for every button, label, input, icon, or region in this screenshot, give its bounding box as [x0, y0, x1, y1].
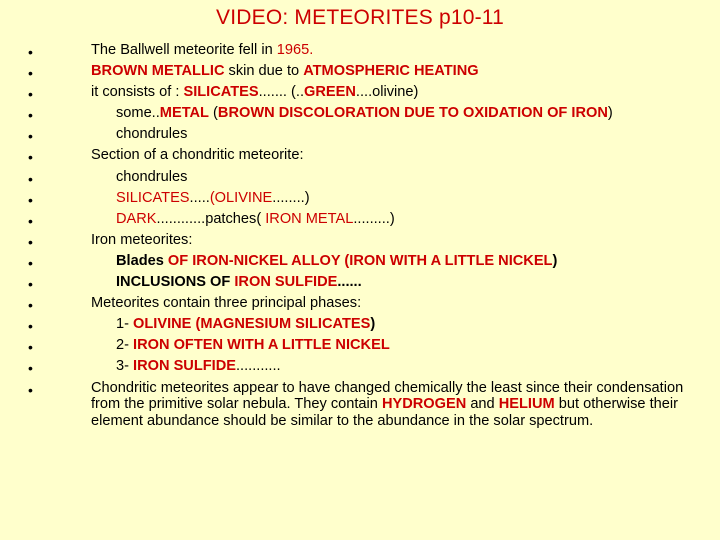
text-run: Chondritic meteorites appear to have changed chemically the least since their condensation from the primitive solar nebula. They contain [91, 379, 684, 413]
bullet-item [28, 105, 688, 122]
text-run: METAL [159, 105, 209, 122]
text-run: ........) [272, 189, 310, 206]
bullet-text [91, 211, 688, 228]
text-run: ........... [236, 358, 281, 375]
text-run: .........) [353, 210, 395, 227]
text-run: ) [370, 316, 376, 333]
text-run: ..... [189, 189, 210, 206]
text-run: ) [607, 105, 613, 122]
bullet-text [91, 84, 688, 101]
text-run: GREEN [304, 84, 356, 101]
text-run: DARK [116, 210, 157, 227]
bullet-item [28, 295, 688, 312]
bullet-item [28, 42, 688, 59]
bullet-item [28, 126, 688, 143]
bullet-text [91, 380, 688, 430]
text-run: IRON OFTEN WITH A LITTLE NICKEL [133, 337, 390, 354]
text-run: it consists of : [91, 84, 184, 101]
bullet-item [28, 380, 688, 430]
bullet-text [91, 42, 688, 59]
bullet-item [28, 169, 688, 186]
text-run: Blades [116, 252, 168, 269]
text-run: 3- [116, 358, 134, 375]
bullet-text [91, 274, 688, 291]
text-run: ...... [337, 274, 362, 291]
text-run: ............patches( [156, 210, 266, 227]
bullet-text [91, 169, 688, 186]
bullet-text [91, 337, 688, 354]
text-run: BROWN DISCOLORATION DUE TO OXIDATION OF IRON [217, 105, 608, 122]
bullet-item [28, 337, 688, 354]
text-run: SILICATES [183, 84, 259, 101]
text-run: ....olivine) [355, 84, 419, 101]
bullet-text [91, 232, 688, 249]
text-run: IRON METAL [265, 210, 354, 227]
text-run: Meteorites contain three principal phases: [91, 295, 362, 312]
text-run: IRON-NICKEL ALLOY (IRON WITH A LITTLE NICKEL [192, 252, 553, 269]
bullet-text [91, 295, 688, 312]
text-run: Iron meteorites: [91, 231, 193, 248]
text-run: ....... (.. [258, 84, 305, 101]
text-run: HELIUM [498, 396, 555, 413]
bullet-item [28, 63, 688, 80]
bullet-item [28, 147, 688, 164]
bullet-item [28, 358, 688, 375]
bullet-text [91, 190, 688, 207]
text-run: INCLUSIONS OF [116, 274, 235, 291]
text-run: 2- [116, 337, 134, 354]
text-run: The Ballwell meteorite fell in [91, 42, 277, 58]
text-run: ( [208, 105, 218, 122]
text-run: chondrules [116, 126, 188, 143]
text-run: 1965. [276, 42, 314, 58]
text-run: HYDROGEN [381, 396, 467, 413]
bullet-item [28, 84, 688, 101]
bullet-item [28, 232, 688, 249]
bullet-text [91, 105, 688, 122]
text-run: OLIVINE (MAGNESIUM SILICATES [133, 316, 371, 333]
text-run: chondrules [116, 168, 188, 185]
text-run: (OLIVINE [209, 189, 273, 206]
bullet-item [28, 316, 688, 333]
text-run: but otherwise their element abundance should be similar to the abundance in the solar spectrum. [91, 396, 678, 430]
bullet-list [28, 42, 688, 430]
text-run: BROWN METALLIC [91, 63, 225, 80]
slide-title: VIDEO: METEORITES p10-11 [216, 6, 504, 29]
bullet-item [28, 211, 688, 228]
bullet-text [91, 63, 688, 80]
bullet-item [28, 274, 688, 291]
text-run: SILICATES [116, 189, 190, 206]
bullet-text [91, 253, 688, 270]
text-run: IRON SULFIDE [234, 274, 338, 291]
text-run: ATMOSPHERIC HEATING [303, 63, 479, 80]
text-run: and [466, 396, 499, 413]
text-run: 1- [116, 316, 134, 333]
bullet-item [28, 253, 688, 270]
bullet-item [28, 190, 688, 207]
text-run: Section of a chondritic meteorite: [91, 147, 304, 164]
bullet-text [91, 126, 688, 143]
text-run: OF [167, 252, 193, 269]
bullet-text [91, 316, 688, 333]
bullet-text [91, 147, 688, 164]
text-run: some.. [116, 105, 160, 122]
bullet-text [91, 358, 688, 375]
text-run: ) [552, 252, 558, 269]
text-run: skin due to [224, 63, 304, 80]
text-run: IRON SULFIDE [133, 358, 236, 375]
